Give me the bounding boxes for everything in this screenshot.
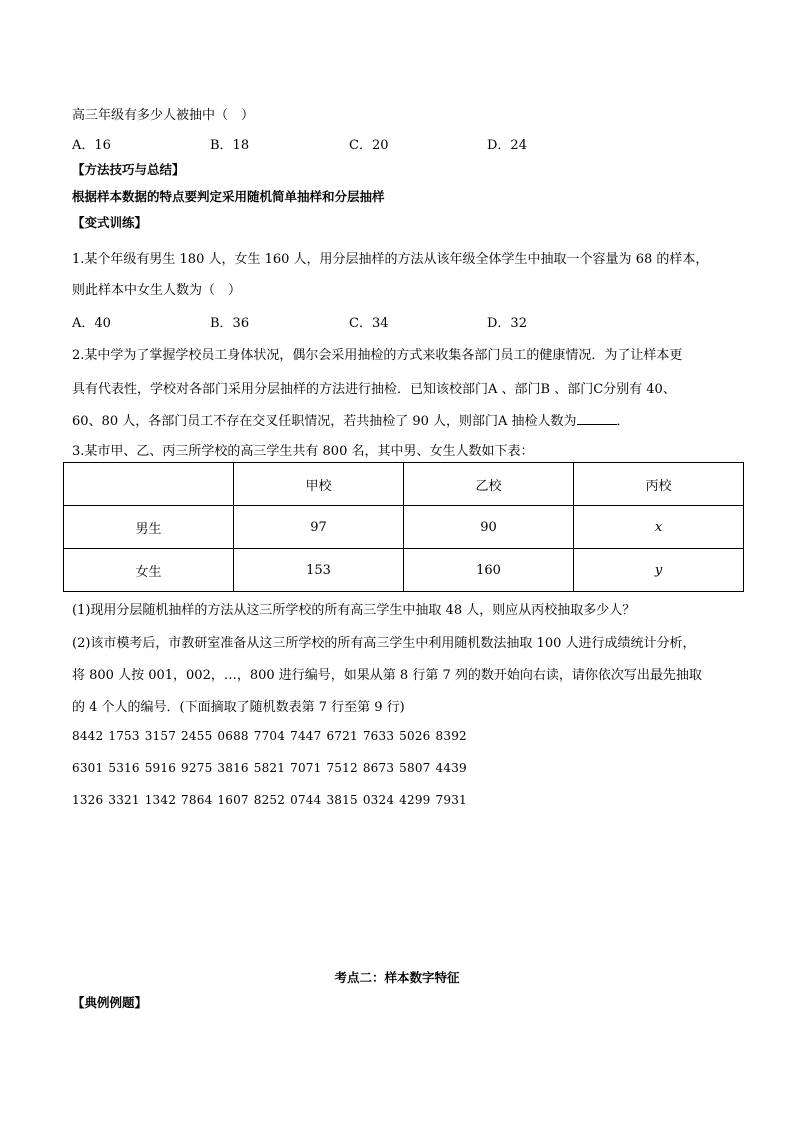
question-stem: 高三年级有多少人被抽中（ ） (72, 108, 255, 123)
table-cell: x (574, 506, 744, 549)
variant-header: 【变式训练】 (72, 215, 148, 230)
table-cell: 女生 (64, 549, 234, 592)
problem-1-line-1: 1.某个年级有男生 180 人，女生 160 人，用分层抽样的方法从该年级全体学生中抽取一个容量为 68 的样本， (72, 252, 709, 267)
method-text: 根据样本数据的特点要判定采用随机简单抽样和分层抽样 (72, 189, 385, 204)
option-d: D．32 (487, 316, 527, 331)
option-c: C．34 (349, 316, 389, 331)
problem-2-end: ． (616, 414, 630, 429)
sub-question-2-line-2: 将 800 人按 001，002，…，800 进行编号，如果从第 8 行第 7 列的数开始向右读，请你依次写出最先抽取 (72, 668, 702, 683)
option-b: B．36 (210, 316, 250, 331)
answer-blank[interactable] (577, 412, 617, 425)
option-b: B．18 (210, 138, 250, 153)
random-number-row-7: 8442 1753 3157 2455 0688 7704 7447 6721 7633 5026 8392 (72, 729, 467, 743)
problem-2-line-2: 具有代表性，学校对各部门采用分层抽样的方法进行抽检．已知该校部门A 、部门B 、部门C分别有 40、 (72, 382, 676, 397)
table-header-row (64, 463, 744, 506)
table-cell: 97 (234, 506, 404, 549)
option-c: C．20 (349, 138, 389, 153)
table-header-cell: 甲校 (234, 463, 404, 506)
problem-2-line-1: 2.某中学为了掌握学校员工身体状况，偶尔会采用抽检的方式来收集各部门员工的健康情况．为了让样本更 (72, 348, 683, 363)
student-count-table (63, 462, 744, 592)
section-title: 考点二：样本数字特征 (334, 970, 460, 985)
option-a: A．16 (72, 138, 111, 153)
example-header: 【典例例题】 (72, 995, 148, 1010)
table-row (64, 506, 744, 549)
table-cell: y (574, 549, 744, 592)
method-header: 【方法技巧与总结】 (72, 162, 185, 177)
table-cell: 男生 (64, 506, 234, 549)
sub-question-2-line-3: 的 4 个人的编号．(下面摘取了随机数表第 7 行至第 9 行) (72, 700, 405, 715)
sub-question-1: (1)现用分层随机抽样的方法从这三所学校的所有高三学生中抽取 48 人，则应从丙校抽取多少人？ (72, 603, 636, 618)
table-header-cell: 乙校 (404, 463, 574, 506)
option-a: A．40 (72, 316, 111, 331)
problem-2-line-3-text: 60、80 人，各部门员工不存在交叉任职情况，若共抽检了 90 人，则部门A 抽检人数为 (72, 414, 577, 429)
problem-2-line-3 (72, 410, 630, 429)
sub-question-2-line-1: (2)该市模考后，市教研室准备从这三所学校的所有高三学生中利用随机数法抽取 100 人进行成绩统计分析， (72, 636, 696, 651)
table-header-cell (64, 463, 234, 506)
table-cell: 153 (234, 549, 404, 592)
table-row (64, 549, 744, 592)
problem-1-line-2: 则此样本中女生人数为（ ） (72, 283, 242, 298)
random-number-row-8: 6301 5316 5916 9275 3816 5821 7071 7512 8673 5807 4439 (72, 761, 467, 775)
table-cell: 90 (404, 506, 574, 549)
option-d: D．24 (487, 138, 527, 153)
random-number-row-9: 1326 3321 1342 7864 1607 8252 0744 3815 0324 4299 7931 (72, 793, 467, 807)
table-header-cell: 丙校 (574, 463, 744, 506)
problem-3-line-1: 3.某市甲、乙、丙三所学校的高三学生共有 800 名，其中男、女生人数如下表： (72, 444, 534, 459)
table-cell: 160 (404, 549, 574, 592)
